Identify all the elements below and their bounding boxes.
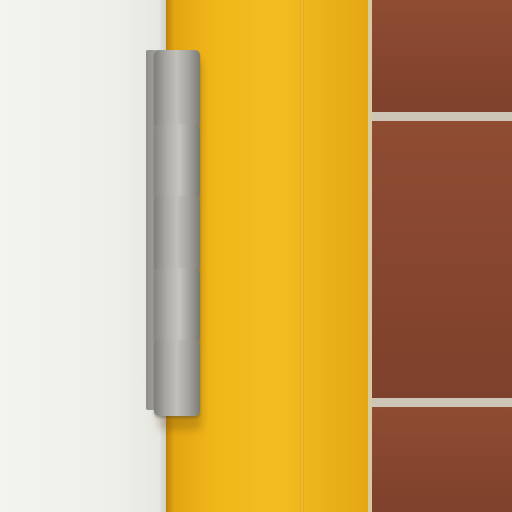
hinge-icon xyxy=(146,50,200,418)
mortar-joint xyxy=(368,0,372,512)
brick xyxy=(372,407,512,512)
mortar-line xyxy=(370,112,512,121)
brick xyxy=(372,0,512,112)
white-door-panel xyxy=(0,0,166,512)
hinge-knuckle xyxy=(154,196,200,272)
mortar-line xyxy=(370,398,512,407)
frame-seam xyxy=(300,0,304,512)
hinge-knuckle xyxy=(154,124,200,200)
hinge-knuckle xyxy=(154,268,200,344)
brick xyxy=(372,121,512,398)
hinge-knuckle xyxy=(154,340,200,416)
hinge-knuckle xyxy=(154,50,200,128)
